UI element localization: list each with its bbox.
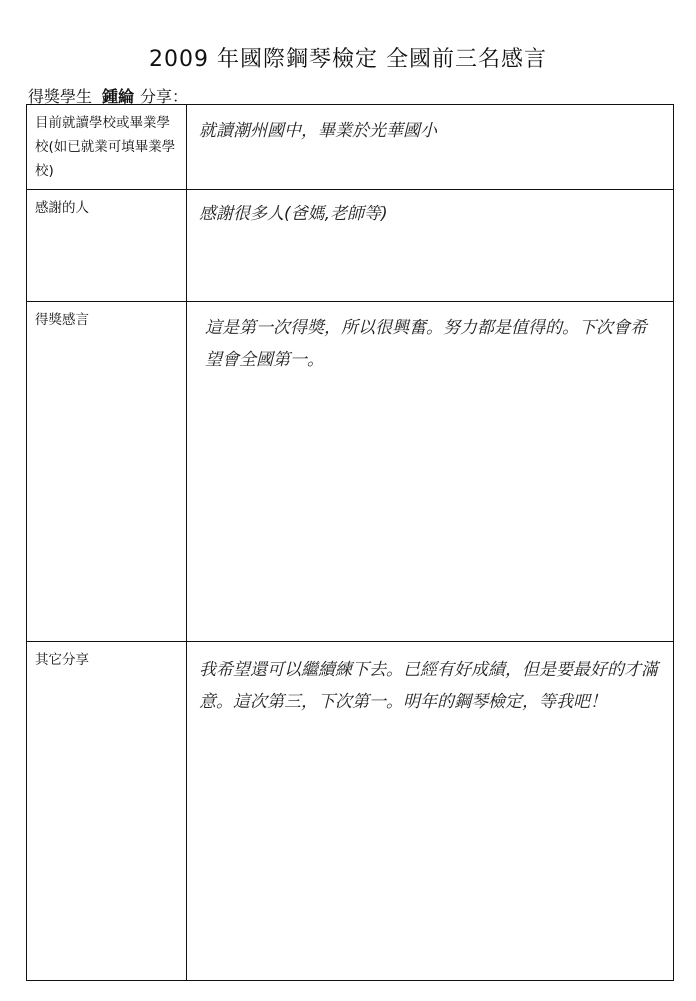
label-award: 得獎感言 bbox=[27, 302, 187, 642]
answer-cell-thanks bbox=[187, 190, 674, 302]
answer-school: 就讀潮州國中，畢業於光華國小 bbox=[199, 121, 437, 141]
label-thanks: 感謝的人 bbox=[27, 190, 187, 302]
answer-other: 我希望還可以繼續練下去。已經有好成績，但是要最好的才滿意。這次第三，下次第一。明年的鋼琴檢定，等我吧！ bbox=[199, 660, 658, 712]
answer-thanks: 感謝很多人(爸媽,老師等) bbox=[199, 204, 388, 224]
student-prefix: 得獎學生 bbox=[28, 87, 93, 106]
form-row-other bbox=[27, 642, 674, 981]
answer-cell-award bbox=[187, 302, 674, 642]
student-name: 鍾綸 bbox=[102, 87, 135, 106]
answer-cell-school bbox=[187, 105, 674, 190]
form-row-thanks bbox=[27, 190, 674, 302]
page-title: 2009 年國際鋼琴檢定 全國前三名感言 bbox=[149, 47, 547, 72]
share-label: 分享： bbox=[140, 87, 189, 106]
label-other: 其它分享 bbox=[27, 642, 187, 981]
answer-cell-other bbox=[187, 642, 674, 981]
form-row-award bbox=[27, 302, 674, 642]
form-table bbox=[26, 104, 674, 981]
answer-award: 這是第一次得獎，所以很興奮。努力都是值得的。下次會希望會全國第一。 bbox=[205, 318, 647, 370]
label-school: 目前就讀學校或畢業學校(如已就業可填畢業學校) bbox=[27, 105, 187, 190]
form-row-school bbox=[27, 105, 674, 190]
